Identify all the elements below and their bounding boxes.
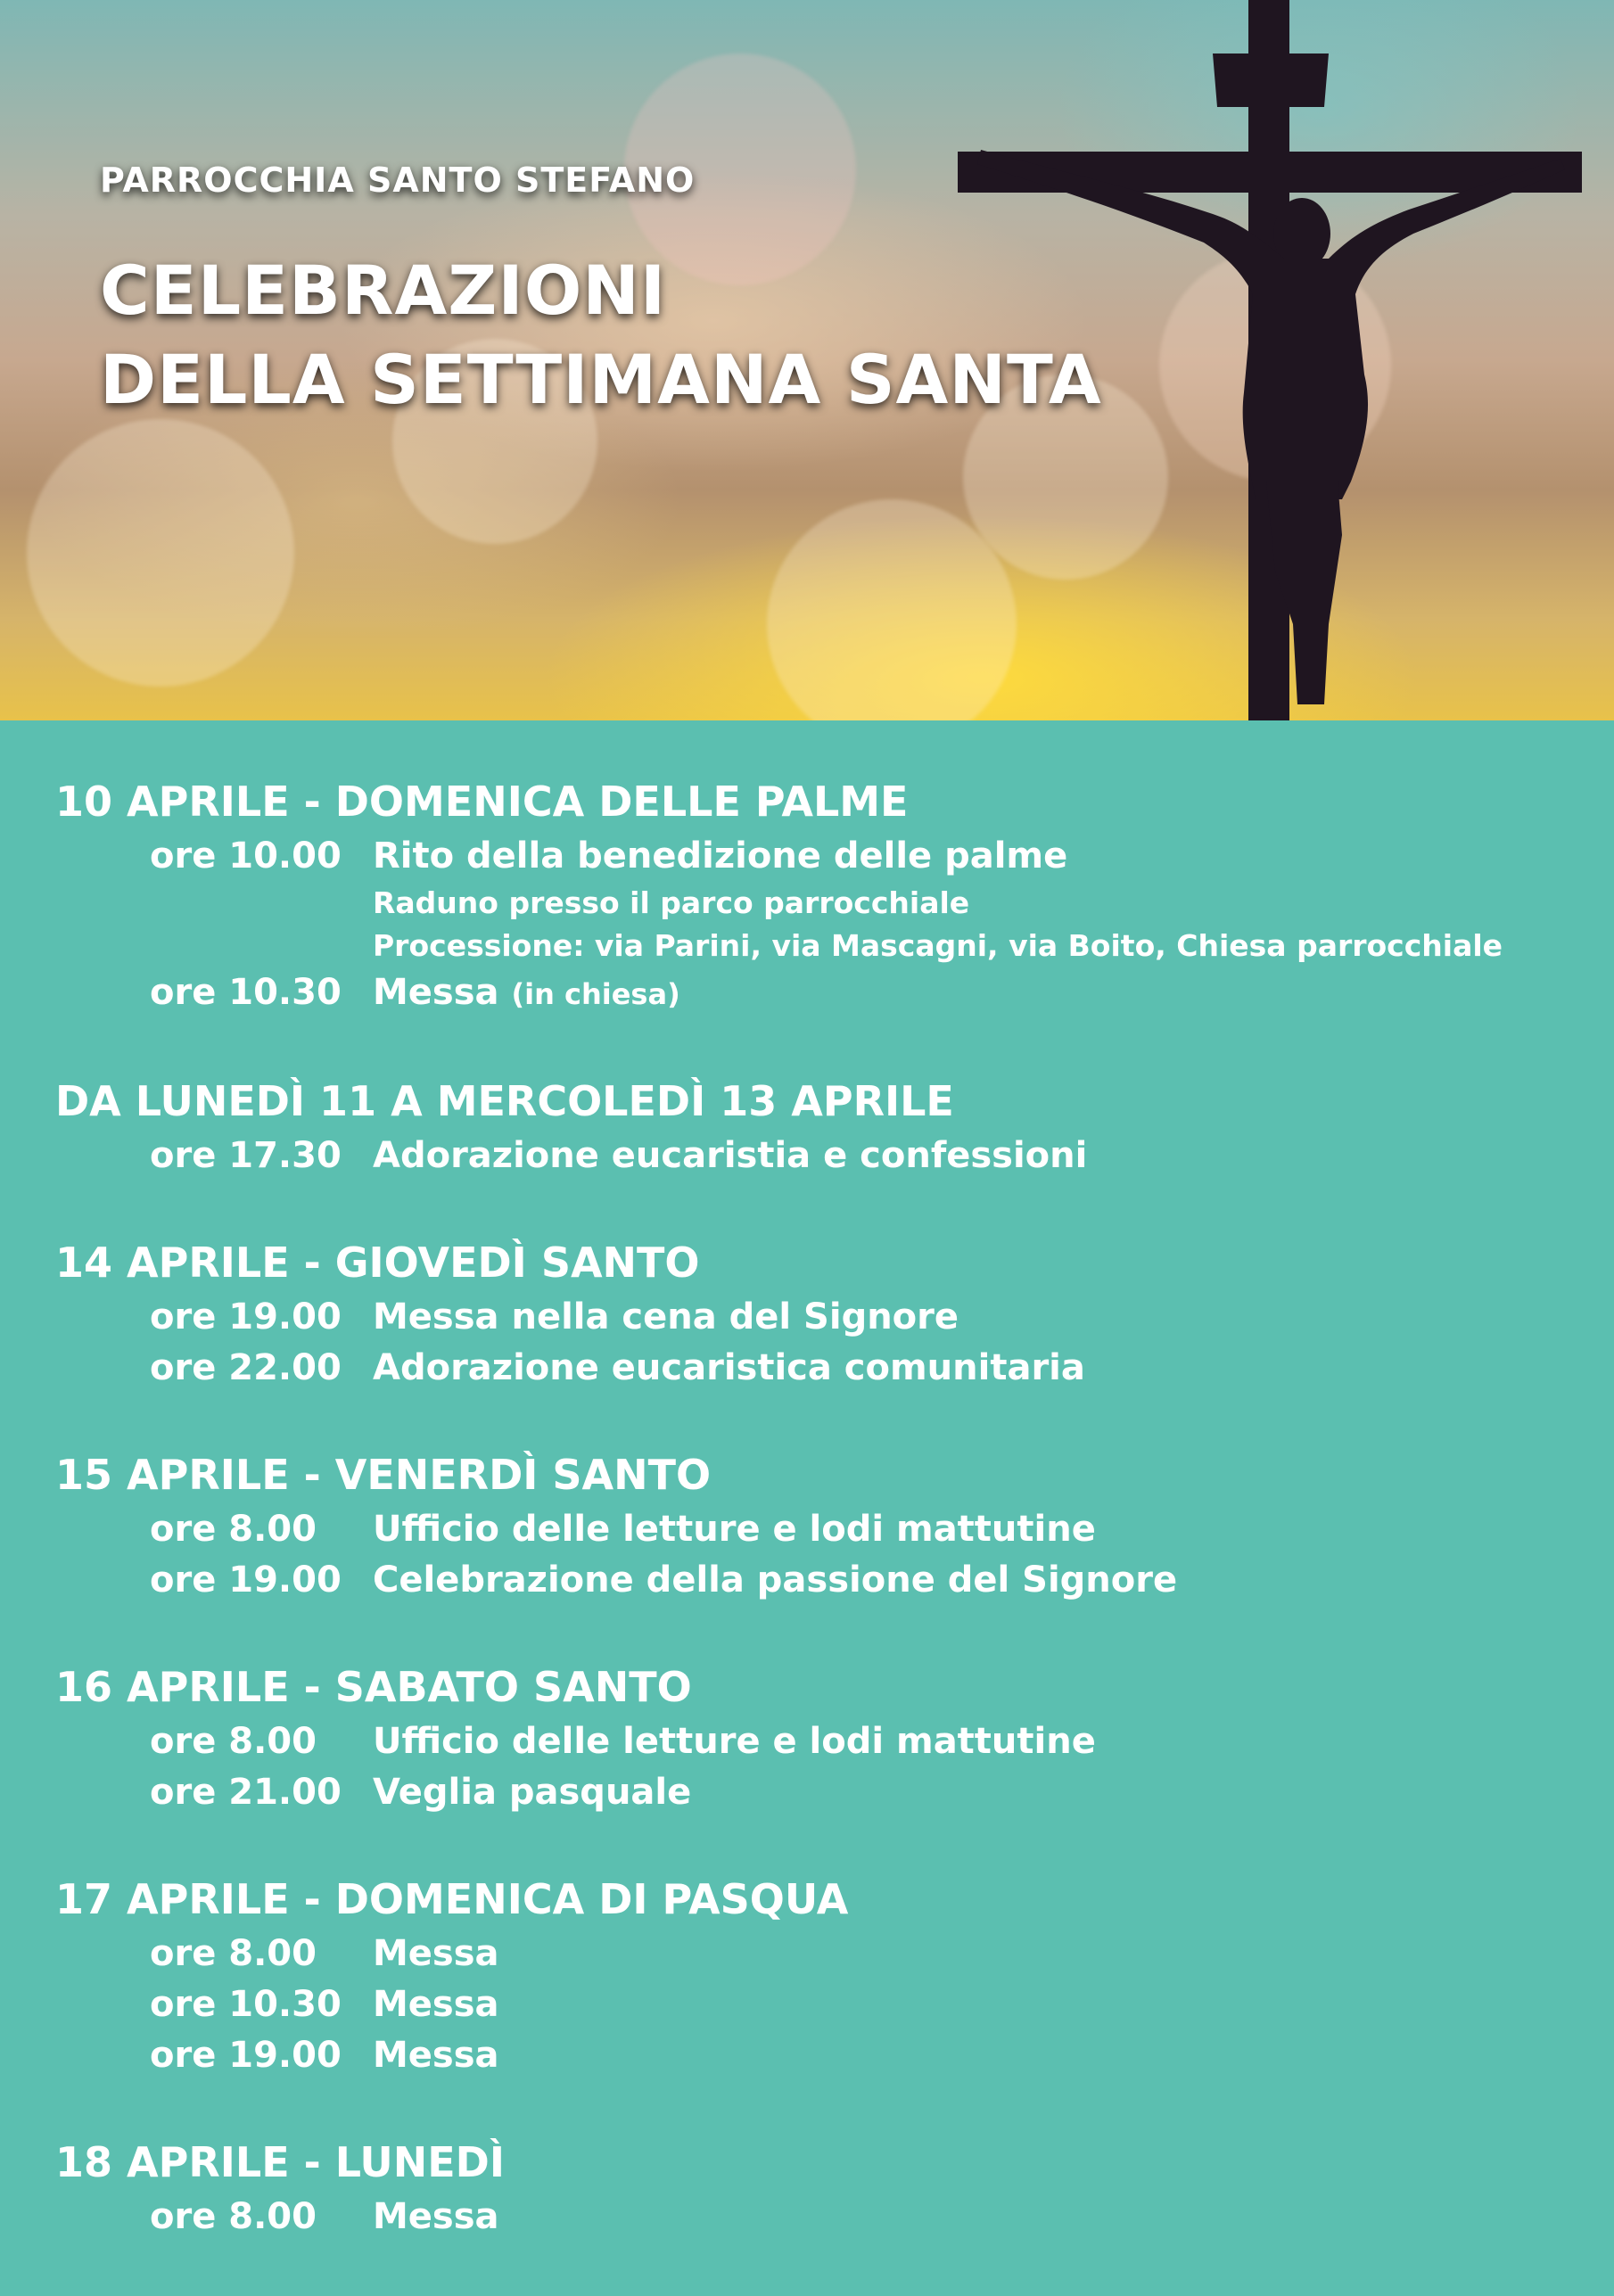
time: ore 21.00 (150, 1772, 342, 1813)
hero-banner (0, 0, 1614, 720)
day-section (55, 1872, 1503, 2081)
time: ore 8.00 (150, 2196, 317, 2237)
description: Celebrazione della passione del Signore (373, 1559, 1178, 1601)
day-section (55, 774, 1503, 1020)
schedule-row (55, 1131, 1503, 1181)
description: Adorazione eucaristica comunitaria (373, 1347, 1085, 1388)
description: Messa (373, 2196, 499, 2237)
description: Ufficio delle letture e lodi mattutine (373, 1721, 1096, 1762)
day-section (55, 1447, 1503, 1606)
schedule (55, 774, 1503, 2296)
description (373, 967, 680, 1020)
day-title: 17 APRILE - DOMENICA DI PASQUA (55, 1875, 849, 1923)
time: ore 8.00 (150, 1933, 317, 1974)
schedule-row (55, 1555, 1503, 1606)
schedule-row (55, 1504, 1503, 1555)
parish-name: PARROCCHIA SANTO STEFANO (100, 160, 696, 200)
sub-detail: Raduno presso il parco parrocchiale (373, 885, 970, 920)
time: ore 8.00 (150, 1721, 317, 1762)
description: Messa (373, 2035, 499, 2076)
day-title: 14 APRILE - GIOVEDÌ SANTO (55, 1239, 700, 1287)
time: ore 19.00 (150, 1559, 342, 1601)
time: ore 8.00 (150, 1509, 317, 1550)
title-line-2: DELLA SETTIMANA SANTA (100, 340, 1102, 419)
time: ore 17.30 (150, 1135, 342, 1176)
time: ore 22.00 (150, 1347, 342, 1388)
time: ore 10.30 (150, 972, 342, 1013)
day-section (55, 1659, 1503, 1818)
time: ore 19.00 (150, 1296, 342, 1337)
description-note: (in chiesa) (511, 977, 680, 1011)
schedule-row (55, 1292, 1503, 1343)
time: ore 19.00 (150, 2035, 342, 2076)
day-section (55, 1074, 1503, 1181)
description: Veglia pasquale (373, 1772, 692, 1813)
time: ore 10.00 (150, 835, 342, 876)
description-text: Messa (373, 972, 499, 1013)
sub-detail: Processione: via Parini, via Mascagni, via Boito, Chiesa parrocchiale (373, 928, 1503, 963)
description: Messa (373, 1984, 499, 2025)
day-title: DA LUNEDÌ 11 A MERCOLEDÌ 13 APRILE (55, 1077, 954, 1125)
day-title: 16 APRILE - SABATO SANTO (55, 1663, 692, 1711)
day-title: 10 APRILE - DOMENICA DELLE PALME (55, 778, 909, 826)
time: ore 10.30 (150, 1984, 342, 2025)
schedule-row (55, 967, 1503, 1020)
crucifix-silhouette-icon (945, 0, 1587, 720)
title-line-1: CELEBRAZIONI (100, 251, 667, 330)
description: Messa nella cena del Signore (373, 1296, 959, 1337)
schedule-row (55, 1929, 1503, 1979)
schedule-row (55, 1343, 1503, 1394)
description: Rito della benedizione delle palme (373, 835, 1068, 876)
schedule-row (55, 1979, 1503, 2030)
description: Adorazione eucaristia e confessioni (373, 1135, 1088, 1176)
schedule-row (55, 2192, 1503, 2243)
schedule-row (55, 1767, 1503, 1818)
schedule-row (55, 2030, 1503, 2081)
day-section (55, 2135, 1503, 2243)
day-title: 15 APRILE - VENERDÌ SANTO (55, 1451, 712, 1499)
description: Messa (373, 1933, 499, 1974)
description: Ufficio delle letture e lodi mattutine (373, 1509, 1096, 1550)
day-title: 18 APRILE - LUNEDÌ (55, 2138, 505, 2186)
schedule-row (55, 1716, 1503, 1767)
schedule-row (55, 831, 1503, 882)
day-section (55, 1235, 1503, 1394)
